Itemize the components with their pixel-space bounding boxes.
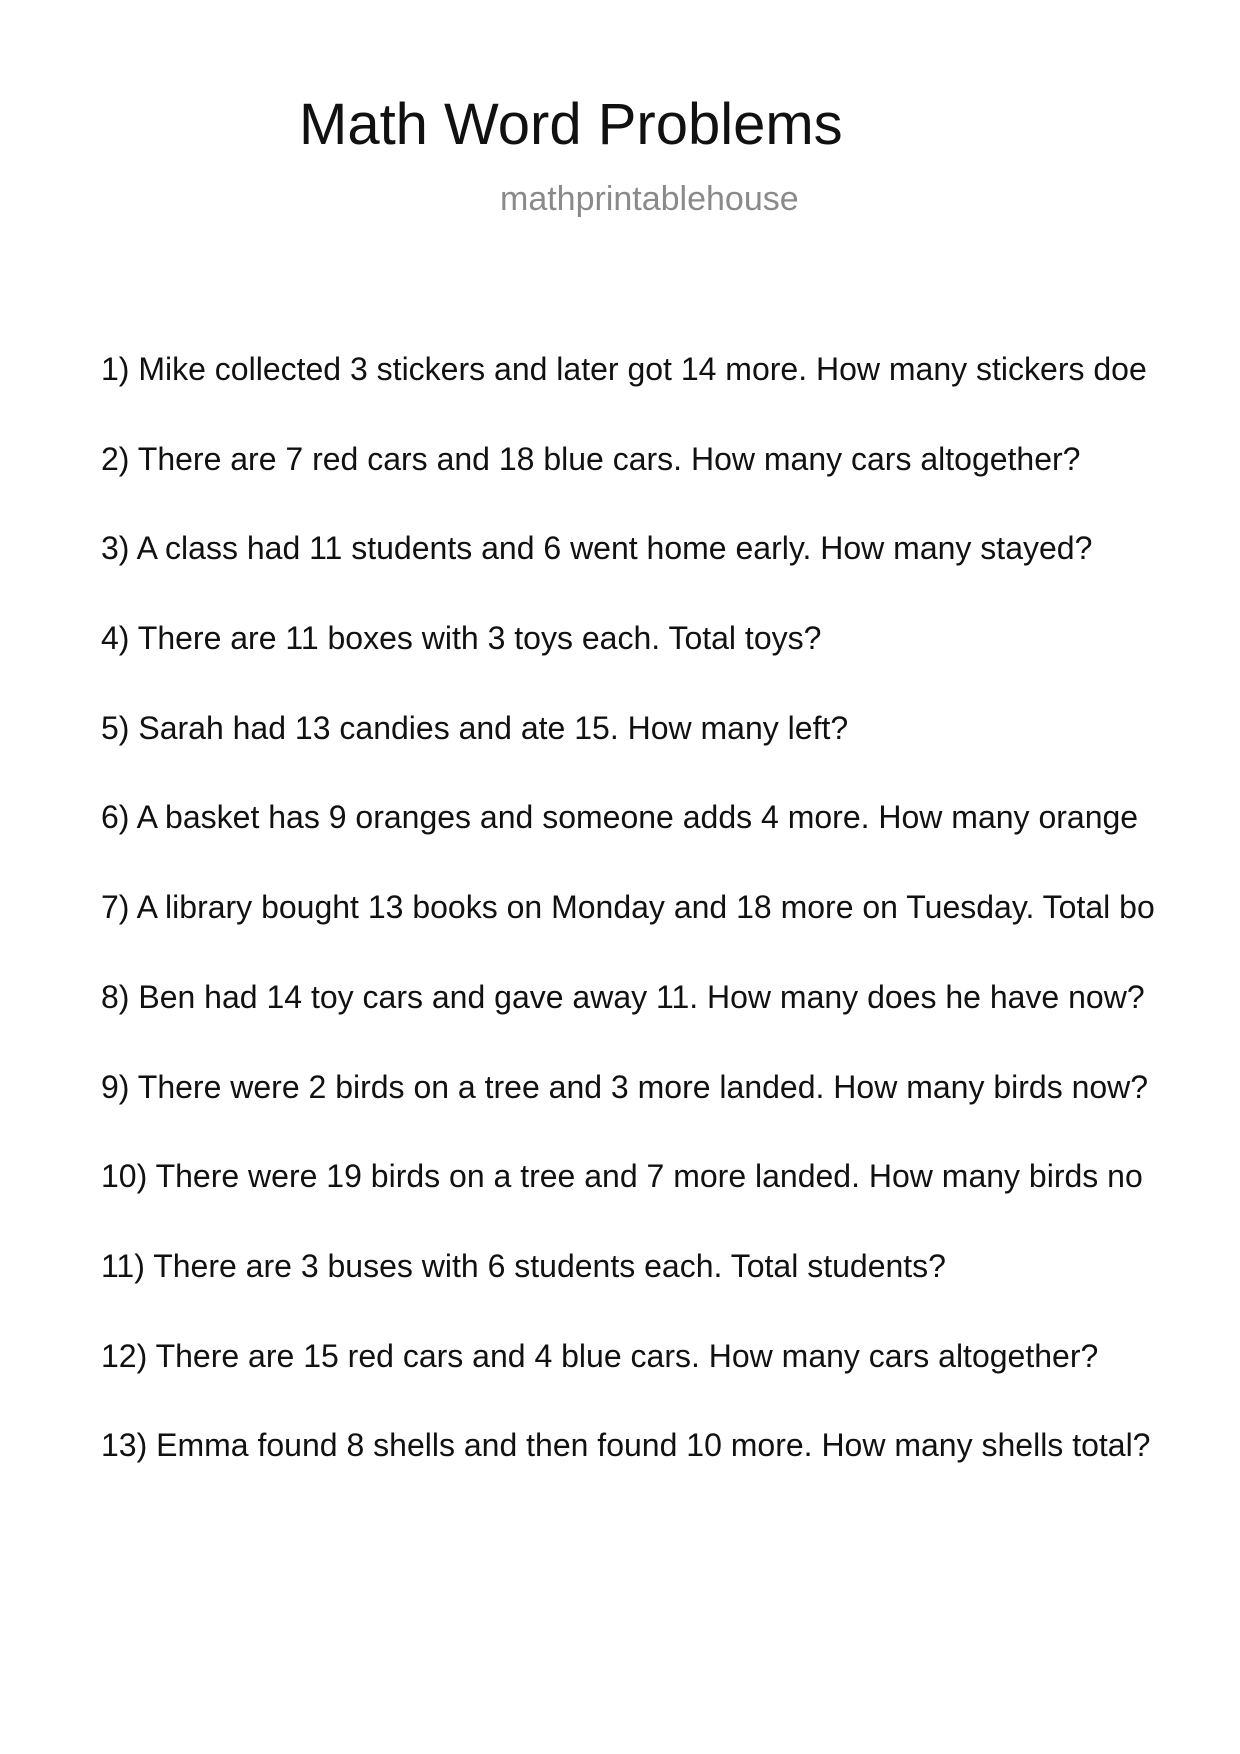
problem-item-6: 6) A basket has 9 oranges and someone adds 4 more. How many orange <box>101 799 1139 836</box>
problem-item-3: 3) A class had 11 students and 6 went home early. How many stayed? <box>101 530 1093 567</box>
page-subtitle: mathprintablehouse <box>500 180 799 218</box>
page-title: Math Word Problems <box>299 92 843 157</box>
worksheet-header <box>0 0 1240 260</box>
problem-item-12: 12) There are 15 red cars and 4 blue cars. How many cars altogether? <box>101 1337 1099 1374</box>
problem-item-9: 9) There were 2 birds on a tree and 3 more landed. How many birds now? <box>101 1068 1149 1105</box>
problem-item-7: 7) A library bought 13 books on Monday and 18 more on Tuesday. Total bo <box>101 889 1155 926</box>
problem-item-13: 13) Emma found 8 shells and then found 10 more. How many shells total? <box>101 1427 1151 1464</box>
problem-item-1: 1) Mike collected 3 stickers and later got 14 more. How many stickers doe <box>101 351 1147 387</box>
problem-list <box>101 349 1240 1515</box>
problem-item-4: 4) There are 11 boxes with 3 toys each. Total toys? <box>101 620 822 657</box>
problem-item-2: 2) There are 7 red cars and 18 blue cars. How many cars altogether? <box>101 440 1081 477</box>
problem-item-5: 5) Sarah had 13 candies and ate 15. How many left? <box>101 709 849 746</box>
problem-item-10: 10) There were 19 birds on a tree and 7 more landed. How many birds no <box>101 1158 1143 1195</box>
problem-item-11: 11) There are 3 buses with 6 students each. Total students? <box>101 1247 946 1284</box>
problem-item-8: 8) Ben had 14 toy cars and gave away 11. How many does he have now? <box>101 978 1145 1015</box>
